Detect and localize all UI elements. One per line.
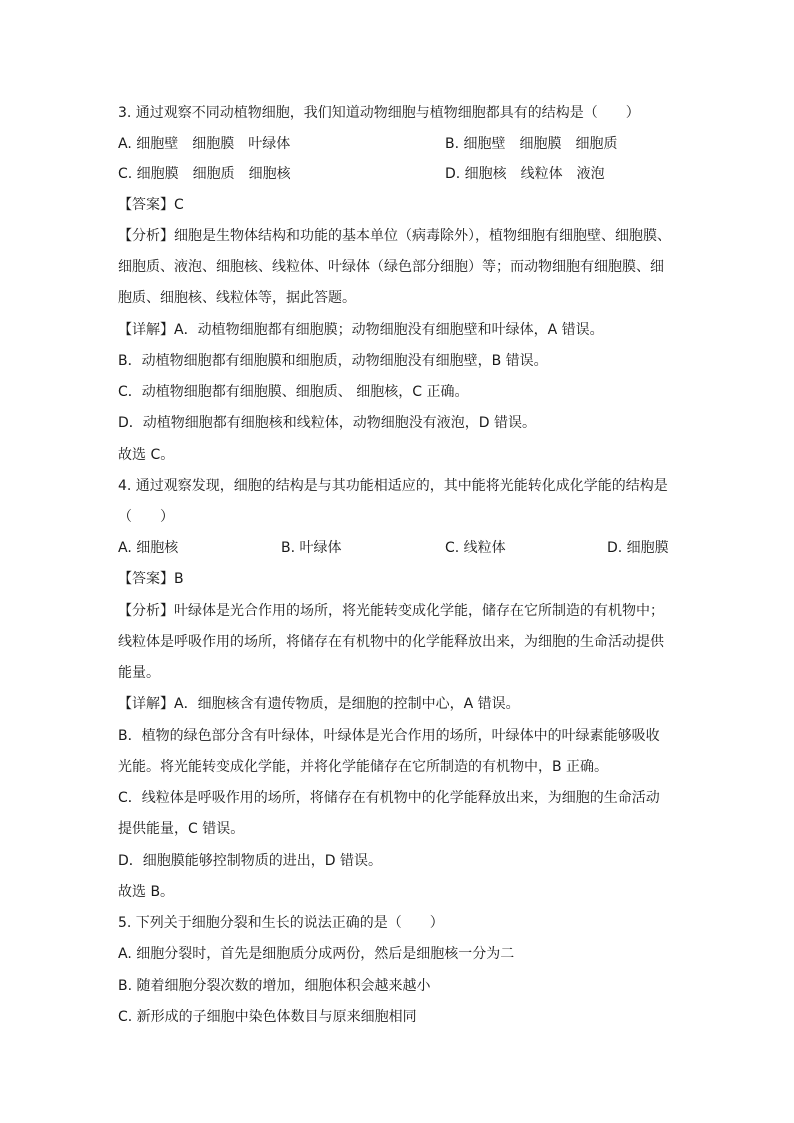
q4-detail-line-5: 提供能量，C 错误。 bbox=[118, 821, 245, 837]
q4-options-row bbox=[118, 538, 688, 558]
q4-option-b: B. 叶绿体 bbox=[281, 540, 342, 556]
q4-answer: 【答案】B bbox=[118, 571, 184, 587]
q3-analysis-line-3: 胞质、细胞核、线粒体等，据此答题。 bbox=[118, 290, 356, 306]
q5-option-b: B. 随着细胞分裂次数的增加，细胞体积会越来越小 bbox=[118, 978, 431, 994]
q3-option-b: B. 细胞壁 细胞膜 细胞质 bbox=[445, 136, 618, 152]
q4-option-a: A. 细胞核 bbox=[118, 540, 179, 556]
q3-detail-line-4: D．动植物细胞都有细胞核和线粒体，动物细胞没有液泡，D 错误。 bbox=[118, 415, 537, 431]
q3-analysis-line-2: 细胞质、液泡、细胞核、线粒体、叶绿体（绿色部分细胞）等；而动物细胞有细胞膜、细 bbox=[118, 259, 664, 275]
q4-analysis-line-2: 线粒体是呼吸作用的场所，将储存在有机物中的化学能释放出来，为细胞的生命活动提供 bbox=[118, 634, 664, 650]
q3-choice: 故选 C。 bbox=[118, 447, 175, 463]
q4-stem-line-1: 4. 通过观察发现，细胞的结构是与其功能相适应的，其中能将光能转化成化学能的结构是 bbox=[118, 478, 668, 494]
q3-option-d: D. 细胞核 线粒体 液泡 bbox=[445, 166, 605, 182]
q4-analysis-line-1: 【分析】叶绿体是光合作用的场所，将光能转变成化学能，储存在它所制造的有机物中； bbox=[118, 603, 664, 619]
q4-detail-line-2: B．植物的绿色部分含有叶绿体，叶绿体是光合作用的场所，叶绿体中的叶绿素能够吸收 bbox=[118, 728, 660, 744]
q4-detail-line-3: 光能。将光能转变成化学能，并将化学能储存在它所制造的有机物中，B 正确。 bbox=[118, 759, 609, 775]
q5-stem: 5. 下列关于细胞分裂和生长的说法正确的是（ ） bbox=[118, 915, 444, 931]
q5-option-c: C. 新形成的子细胞中染色体数目与原来细胞相同 bbox=[118, 1009, 417, 1025]
q4-detail-line-1: 【详解】A．细胞核含有遗传物质，是细胞的控制中心，A 错误。 bbox=[118, 696, 520, 712]
q3-options-row-1 bbox=[118, 134, 688, 154]
q3-options-row-2 bbox=[118, 164, 688, 184]
q4-option-c: C. 线粒体 bbox=[445, 540, 506, 556]
q4-analysis-line-3: 能量。 bbox=[118, 665, 160, 681]
q4-choice: 故选 B。 bbox=[118, 884, 175, 900]
q3-detail-line-3: C．动植物细胞都有细胞膜、细胞质、 细胞核，C 正确。 bbox=[118, 384, 469, 400]
q3-detail-line-1: 【详解】A．动植物细胞都有细胞膜；动物细胞没有细胞壁和叶绿体，A 错误。 bbox=[118, 322, 604, 338]
q4-option-d: D. 细胞膜 bbox=[607, 540, 669, 556]
q3-option-c: C. 细胞膜 细胞质 细胞核 bbox=[118, 166, 291, 182]
q3-analysis-line-1: 【分析】细胞是生物体结构和功能的基本单位（病毒除外），植物细胞有细胞壁、细胞膜、 bbox=[118, 228, 671, 244]
q5-option-a: A. 细胞分裂时，首先是细胞质分成两份，然后是细胞核一分为二 bbox=[118, 946, 515, 962]
q4-detail-line-6: D．细胞膜能够控制物质的进出，D 错误。 bbox=[118, 853, 383, 869]
q3-option-a: A. 细胞壁 细胞膜 叶绿体 bbox=[118, 136, 291, 152]
q4-stem-line-2: （ ） bbox=[118, 509, 174, 525]
q3-answer: 【答案】C bbox=[118, 197, 184, 213]
q3-detail-line-2: B．动植物细胞都有细胞膜和细胞质，动物细胞没有细胞壁，B 错误。 bbox=[118, 353, 548, 369]
q4-detail-line-4: C．线粒体是呼吸作用的场所，将储存在有机物中的化学能释放出来，为细胞的生命活动 bbox=[118, 790, 660, 806]
q3-stem: 3. 通过观察不同动植物细胞，我们知道动物细胞与植物细胞都具有的结构是（ ） bbox=[118, 105, 640, 121]
